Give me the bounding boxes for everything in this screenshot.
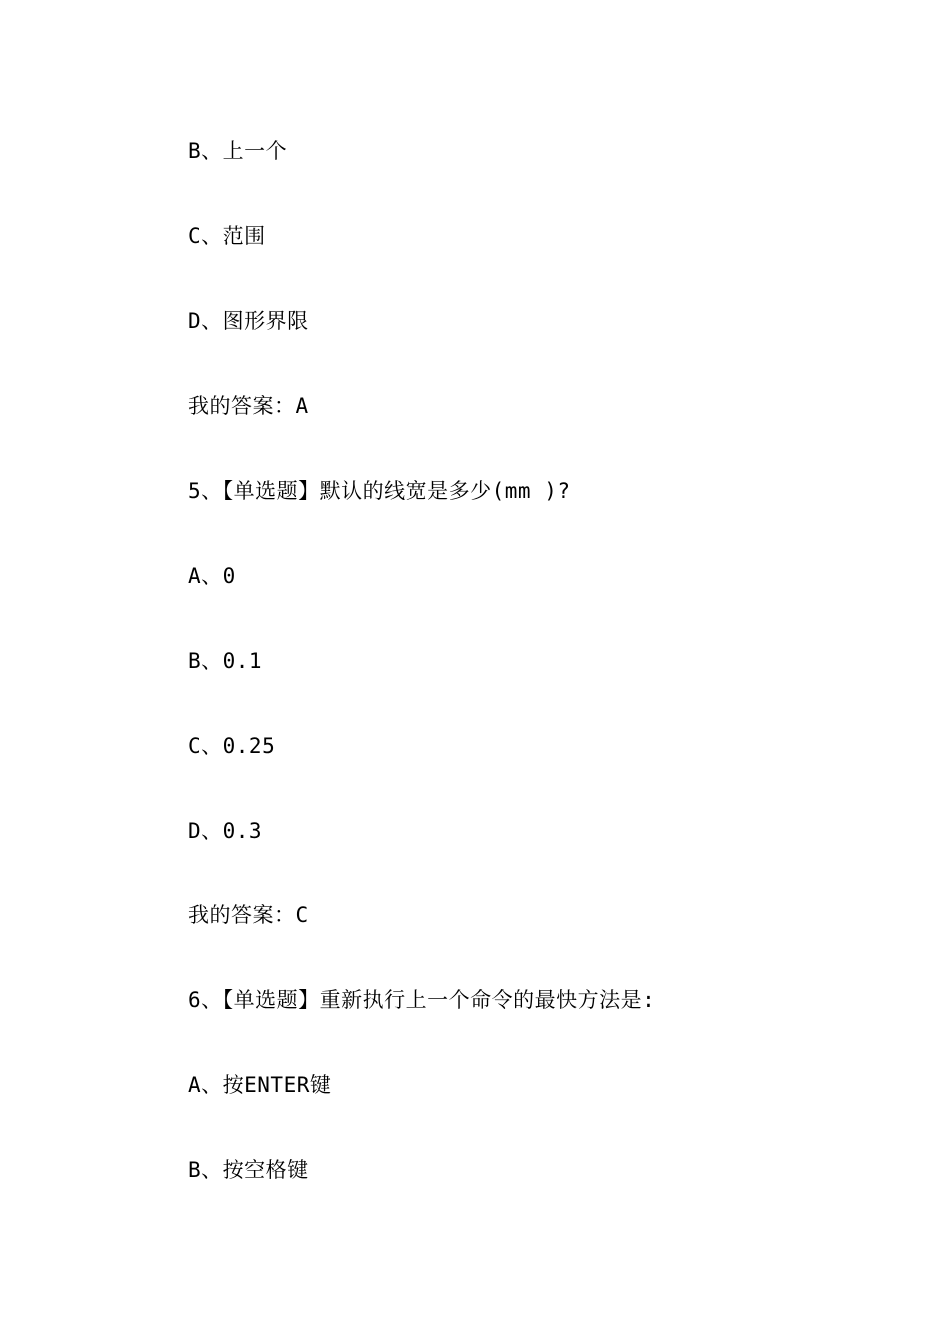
q5-option-b: B、0.1 [188, 649, 263, 673]
q5-my-answer: 我的答案：C [188, 903, 309, 927]
q4-my-answer: 我的答案：A [188, 394, 309, 418]
q4-option-b: B、上一个 [188, 139, 288, 163]
q4-option-c: C、范围 [188, 224, 266, 248]
q4-option-d: D、图形界限 [188, 309, 309, 333]
q5-option-c: C、0.25 [188, 734, 276, 758]
q5-option-a: A、0 [188, 564, 236, 588]
q6-option-b: B、按空格键 [188, 1158, 309, 1182]
q6-question: 6、【单选题】重新执行上一个命令的最快方法是: [188, 988, 656, 1012]
q5-option-d: D、0.3 [188, 819, 263, 843]
q5-question: 5、【单选题】默认的线宽是多少(mm )? [188, 479, 571, 503]
q6-option-a: A、按ENTER键 [188, 1073, 332, 1097]
